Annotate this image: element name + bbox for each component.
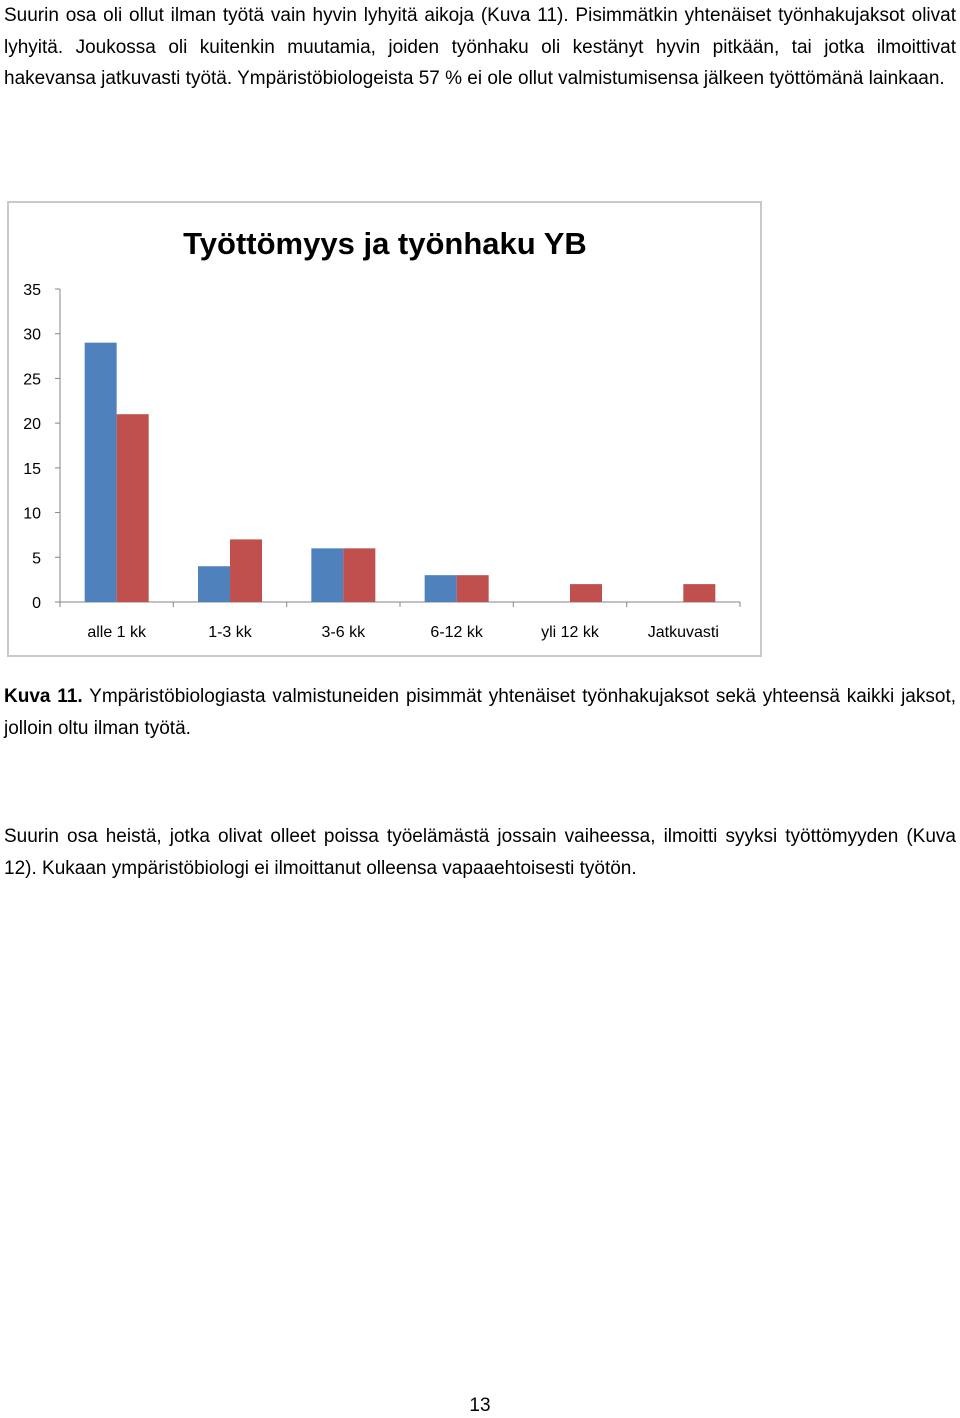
bar-red-2	[343, 548, 375, 602]
bar-red-5	[683, 584, 715, 602]
bar-blue-3	[425, 575, 457, 602]
x-category-label: 3-6 kk	[321, 624, 366, 641]
followup-paragraph: Suurin osa heistä, jotka olivat olleet poissa työelämästä jossain vaiheessa, ilmoitti syyksi työttömyyden (Kuva 12). Kukaan ympäristöbiologi ei ilmoittanut olleensa vapaaehtoisesti työtön.	[4, 826, 956, 879]
y-tick-label: 30	[23, 326, 41, 344]
figure-caption	[4, 681, 956, 744]
chart-title: Työttömyys ja työnhaku YB	[183, 226, 587, 261]
caption-text: Ympäristöbiologiasta valmistuneiden pisimmät yhtenäiset työnhakujaksot sekä yhteensä kaikki jaksot, jolloin oltu ilman työtä.	[4, 686, 957, 739]
bar-red-3	[457, 575, 489, 602]
bar-red-1	[230, 539, 262, 602]
y-tick-label: 5	[32, 550, 41, 568]
y-tick-label: 25	[23, 371, 41, 389]
x-category-label: 6-12 kk	[430, 624, 483, 641]
x-category-label: 1-3 kk	[208, 624, 252, 641]
y-tick-label: 35	[23, 282, 41, 299]
y-tick-label: 10	[23, 505, 41, 523]
x-category-label: alle 1 kk	[87, 624, 147, 641]
y-tick-label: 20	[23, 416, 41, 434]
x-category-label: Jatkuvasti	[647, 624, 719, 641]
unemployment-bar-chart	[0, 0, 960, 680]
intro-paragraph: Suurin osa oli ollut ilman työtä vain hyvin lyhyitä aikoja (Kuva 11). Pisimmätkin yhtenäiset työnhakujaksot olivat lyhyitä. Joukossa oli kuitenkin muutamia, joiden työnhaku oli kestänyt hyvin pitkään, tai jotka ilmoittivat hakevansa jatkuvasti työtä. Ympäristöbiologeista 57 % ei ole ollut valmistumisensa jälkeen työttömänä lainkaan.	[4, 5, 956, 89]
y-tick-label: 15	[23, 460, 41, 478]
bar-blue-0	[85, 343, 117, 602]
bar-red-4	[570, 584, 602, 602]
bar-red-0	[117, 414, 149, 602]
bar-blue-2	[311, 548, 343, 602]
caption-label: Kuva 11.	[4, 686, 83, 707]
y-tick-label: 0	[32, 595, 41, 612]
bar-blue-1	[198, 566, 230, 602]
x-category-label: yli 12 kk	[541, 624, 599, 641]
page-number: 13	[469, 1395, 491, 1416]
